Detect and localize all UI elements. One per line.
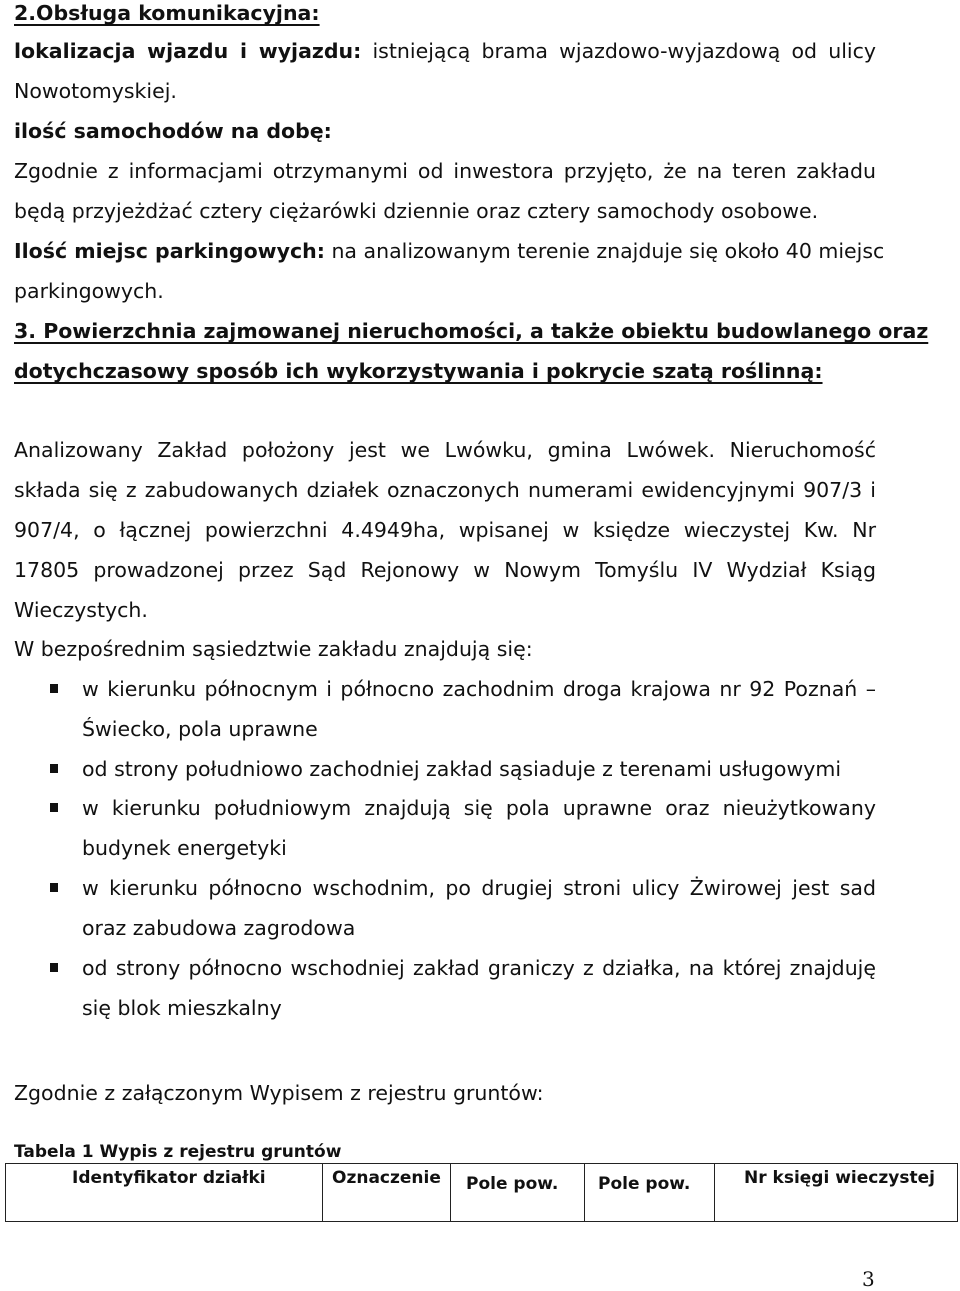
bullet-icon [50, 803, 58, 812]
bullet-icon [50, 764, 58, 773]
section-2-heading: 2.Obsługa komunikacyjna: [14, 1, 320, 25]
table-caption: Tabela 1 Wypis z rejestru gruntów [14, 1142, 342, 1162]
bullet-icon [50, 684, 58, 693]
neighbors-intro: W bezpośrednim sąsiedztwie zakładu znajdują się: [14, 637, 533, 661]
property-paragraph-line: 17805 prowadzonej przez Sąd Rejonowy w Nowym Tomyślu IV Wydział Ksiąg [14, 558, 876, 582]
bullet-icon [50, 963, 58, 972]
list-item: w kierunku północno wschodnim, po drugiej stroni ulicy Żwirowej jest sad [82, 876, 876, 900]
list-item: od strony południowo zachodniej zakład sąsiaduje z terenami usługowymi [82, 757, 842, 781]
table-divider [322, 1164, 323, 1221]
list-item: od strony północno wschodniej zakład graniczy z działka, na której znajduję [82, 956, 876, 980]
list-item: w kierunku południowym znajdują się pola uprawne oraz nieużytkowany [82, 796, 876, 820]
land-register-table [5, 1163, 958, 1222]
section-3-heading: 3. Powierzchnia zajmowanej nieruchomości, a także obiektu budowlanego oraz [14, 319, 929, 343]
list-item: Świecko, pola uprawne [82, 717, 318, 741]
extract-intro: Zgodnie z załączonym Wypisem z rejestru gruntów: [14, 1081, 544, 1105]
page-number: 3 [862, 1267, 875, 1291]
list-item: w kierunku północnym i północno zachodnim droga krajowa nr 92 Poznań – [82, 677, 876, 701]
table-header-cell: Nr księgi wieczystej [744, 1168, 935, 1188]
table-divider [584, 1164, 585, 1221]
property-paragraph-line: Wieczystych. [14, 598, 148, 622]
section-3-heading: dotychczasowy sposób ich wykorzystywania i pokrycie szatą roślinną: [14, 359, 823, 383]
table-header-cell: Pole pow. [598, 1174, 691, 1194]
access-text: istniejącą brama wjazdowo-wyjazdową od ulicy [361, 39, 877, 63]
parking-text: na analizowanym terenie znajduje się około 40 miejsc [324, 239, 885, 263]
list-item: oraz zabudowa zagrodowa [82, 916, 356, 940]
parking-paragraph-line [14, 238, 885, 264]
table-divider [714, 1164, 715, 1221]
table-header-cell: Oznaczenie [332, 1168, 441, 1188]
access-paragraph-line [14, 38, 876, 64]
bullet-icon [50, 883, 58, 892]
property-paragraph-line: Analizowany Zakład położony jest we Lwówku, gmina Lwówek. Nieruchomość [14, 438, 876, 462]
property-paragraph-line: składa się z zabudowanych działek oznaczonych numerami ewidencyjnymi 907/3 i [14, 478, 876, 502]
table-divider [450, 1164, 451, 1221]
access-paragraph-line: Nowotomyskiej. [14, 79, 177, 103]
list-item: się blok mieszkalny [82, 996, 282, 1020]
list-item: budynek energetyki [82, 836, 287, 860]
table-header-cell: Pole pow. [466, 1174, 559, 1194]
property-paragraph-line: 907/4, o łącznej powierzchni 4.4949ha, wpisanej w księdze wieczystej Kw. Nr [14, 518, 876, 542]
access-label: lokalizacja wjazdu i wyjazdu: [14, 39, 362, 63]
vehicles-text: Zgodnie z informacjami otrzymanymi od inwestora przyjęto, że na teren zakładu [14, 159, 876, 183]
vehicles-text: będą przyjeżdżać cztery ciężarówki dziennie oraz cztery samochody osobowe. [14, 199, 819, 223]
parking-paragraph-line: parkingowych. [14, 279, 164, 303]
table-header-cell: Identyfikator działki [72, 1168, 266, 1188]
vehicles-label: ilość samochodów na dobę: [14, 119, 332, 143]
parking-label: Ilość miejsc parkingowych: [14, 239, 325, 263]
